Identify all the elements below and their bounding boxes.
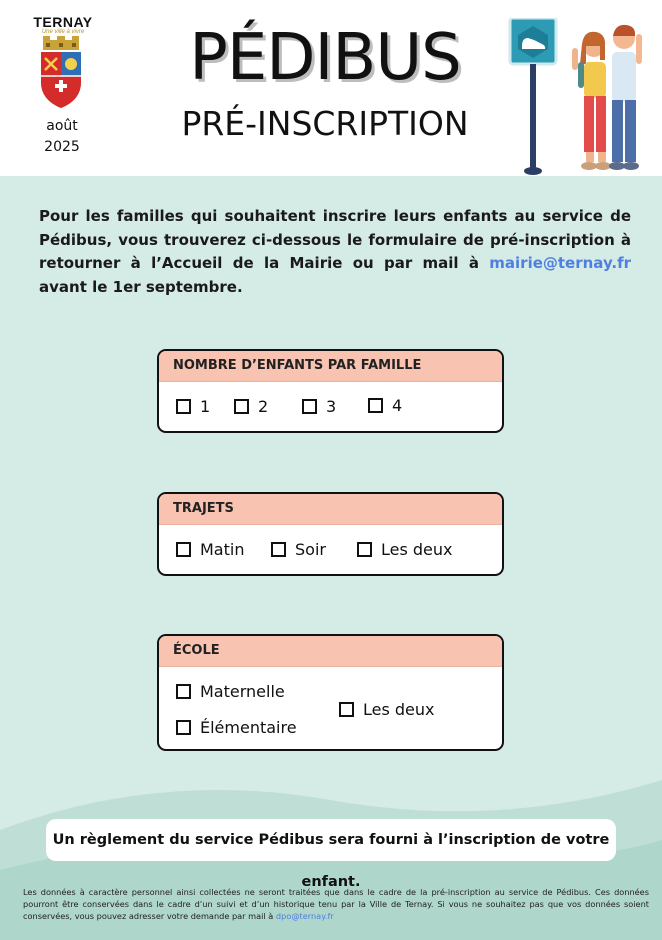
checkbox[interactable] <box>176 684 191 699</box>
trip-option-morning[interactable] <box>176 540 244 559</box>
checkbox[interactable] <box>368 398 383 413</box>
trips-section <box>157 492 504 576</box>
checkbox[interactable] <box>234 399 249 414</box>
mairie-email-link[interactable]: mairie@ternay.fr <box>489 254 631 272</box>
checkbox[interactable] <box>339 702 354 717</box>
option-label: Soir <box>295 540 326 559</box>
intro-text: Pour les familles qui souhaitent inscrire leurs enfants au service de Pédibus, vous trouverez ci-dessous le formulaire de pré-inscription à retourner à l’Accueil de la Mairie ou par mail à <box>39 207 631 272</box>
town-name: TERNAY <box>33 14 93 30</box>
option-label: Élémentaire <box>200 718 297 737</box>
page-subtitle: PRÉ-INSCRIPTION <box>181 104 469 143</box>
header <box>0 0 662 176</box>
trip-option-both[interactable] <box>357 540 453 559</box>
trip-option-evening[interactable] <box>271 540 326 559</box>
checkbox[interactable] <box>176 399 191 414</box>
date-year: 2025 <box>44 139 80 155</box>
rules-notice: Un règlement du service Pédibus sera fourni à l’inscription de votre enfant. <box>46 819 616 861</box>
option-label: Maternelle <box>200 682 285 701</box>
coat-of-arms-icon <box>33 36 89 110</box>
checkbox[interactable] <box>302 399 317 414</box>
school-option-elementaire[interactable] <box>176 718 297 737</box>
option-label: 2 <box>258 397 269 416</box>
children-option-3[interactable] <box>302 397 336 416</box>
legal-text: Les données à caractère personnel ainsi collectées ne seront traitées que dans le cadre de la pré-inscription au service de Pédibus. Ces données pourront être conservées dans le cadre d’un suivi et d’un historique tenu par la Ville de Ternay. Si vous ne souhaitez pas que vos données soient conservées, vous pouvez adresser votre demande par mail à <box>23 887 649 921</box>
children-option-1[interactable] <box>176 397 210 416</box>
school-section <box>157 634 504 751</box>
checkbox[interactable] <box>357 542 372 557</box>
option-label: Matin <box>200 540 245 559</box>
legal-notice <box>23 886 649 922</box>
children-illustration-icon <box>560 20 650 174</box>
option-label: 3 <box>326 397 337 416</box>
checkbox[interactable] <box>176 542 191 557</box>
children-option-4[interactable] <box>368 396 402 415</box>
children-count-title: NOMBRE D’ENFANTS PAR FAMILLE <box>159 351 502 382</box>
bus-stop-sign-icon <box>508 18 558 176</box>
town-tagline: Une ville à vivre <box>41 29 85 35</box>
issue-date <box>25 116 99 158</box>
option-label: 1 <box>200 397 211 416</box>
option-label: 4 <box>392 396 403 415</box>
checkbox[interactable] <box>176 720 191 735</box>
option-label: Les deux <box>363 700 435 719</box>
page-title: PÉDIBUS <box>189 21 461 95</box>
intro-text-end: avant le 1er septembre. <box>39 277 243 296</box>
option-label: Les deux <box>381 540 453 559</box>
children-count-section <box>157 349 504 433</box>
checkbox[interactable] <box>271 542 286 557</box>
school-option-maternelle[interactable] <box>176 682 285 701</box>
children-option-2[interactable] <box>234 397 268 416</box>
school-title: ÉCOLE <box>159 636 502 667</box>
trips-title: TRAJETS <box>159 494 502 525</box>
intro-paragraph <box>39 205 631 299</box>
dpo-email-link[interactable]: dpo@ternay.fr <box>275 911 334 921</box>
date-month: août <box>46 118 78 134</box>
school-option-both[interactable] <box>339 700 435 719</box>
